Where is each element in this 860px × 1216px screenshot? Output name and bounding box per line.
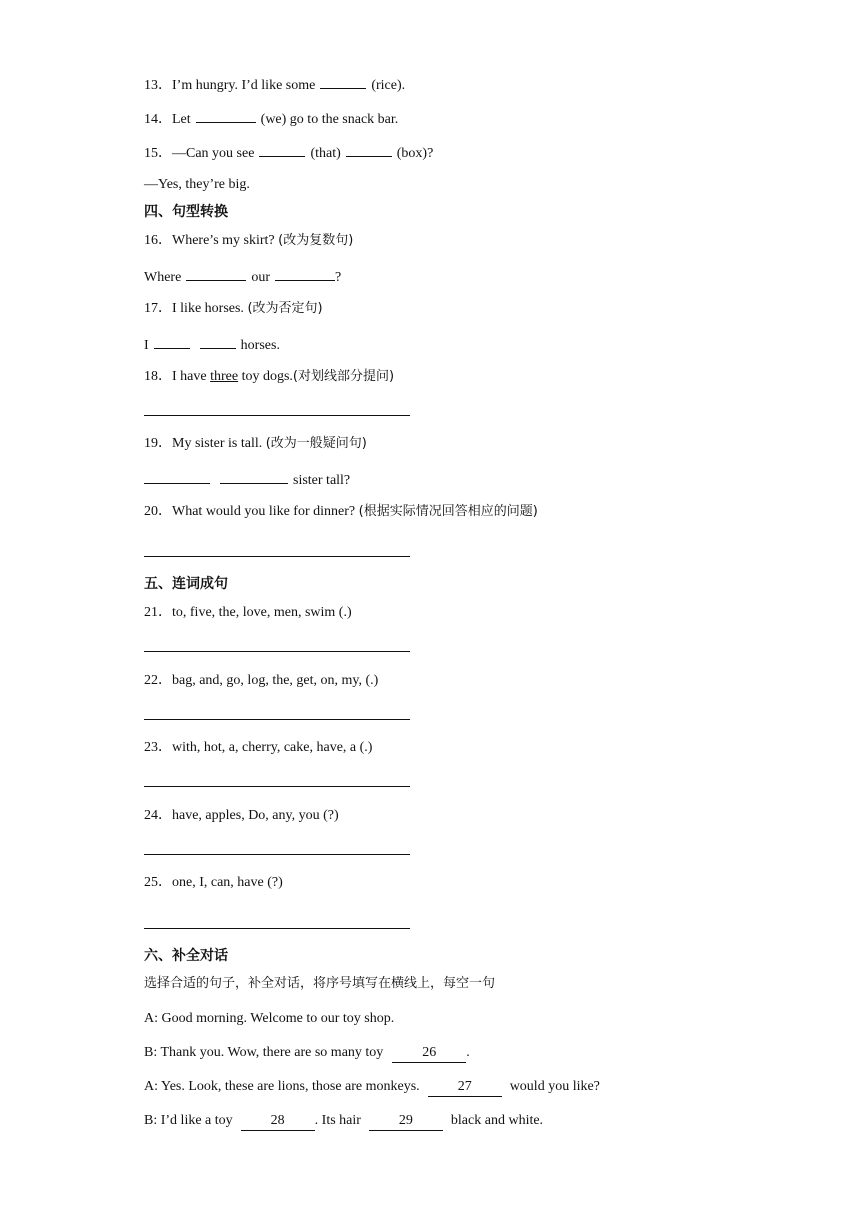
question-15-response: —Yes, they’re big.	[144, 177, 250, 192]
question-15	[144, 142, 433, 163]
answer-blank[interactable]	[346, 142, 392, 157]
question-text: I’m hungry. I’d like some	[172, 78, 316, 93]
question-text: toy dogs.	[238, 369, 293, 384]
section-title: 四、句型转换	[144, 204, 228, 220]
question-text: to, five, the, love, men, swim (.)	[172, 605, 352, 620]
question-19	[144, 435, 367, 453]
question-instruction: (改为复数句)	[278, 233, 354, 248]
dialog-line	[144, 1078, 600, 1097]
dialog-text: B: I’d like a toy	[144, 1113, 233, 1128]
question-hint: (box)?	[396, 146, 434, 161]
dialog-text: . Its hair	[314, 1113, 361, 1128]
question-text: one, I, can, have (?)	[172, 875, 283, 890]
dialog-line: A: Good morning. Welcome to our toy shop.	[144, 1011, 395, 1026]
answer-rule[interactable]	[144, 556, 410, 557]
question-13	[144, 74, 405, 95]
question-20	[144, 503, 538, 521]
answer-text: horses.	[240, 338, 280, 353]
dialog-line	[144, 1044, 470, 1063]
question-number: 22．	[144, 673, 172, 688]
question-21	[144, 604, 352, 622]
answer-blank-26[interactable]: 26	[392, 1044, 466, 1063]
answer-rule[interactable]	[144, 651, 410, 652]
section-title: 五、连词成句	[144, 576, 228, 592]
question-17	[144, 300, 323, 318]
question-number: 24．	[144, 808, 172, 823]
question-text: —Can you see	[172, 146, 255, 161]
question-24	[144, 807, 339, 825]
question-instruction: (对划线部分提问)	[292, 369, 395, 384]
answer-text: sister tall?	[293, 473, 351, 488]
question-instruction: (改为一般疑问句)	[265, 436, 367, 451]
question-number: 23．	[144, 740, 172, 755]
question-text: I like horses.	[172, 301, 248, 316]
question-text: What would you like for dinner?	[172, 504, 359, 519]
answer-rule[interactable]	[144, 719, 410, 720]
question-text: Let	[172, 112, 191, 127]
answer-rule[interactable]	[144, 928, 410, 929]
question-number: 19．	[144, 436, 172, 451]
question-number: 18．	[144, 369, 172, 384]
question-18	[144, 368, 394, 386]
answer-rule[interactable]	[144, 854, 410, 855]
question-number: 14．	[144, 112, 172, 127]
answer-blank[interactable]	[320, 74, 366, 89]
answer-text: ?	[334, 270, 342, 285]
answer-blank[interactable]	[196, 108, 256, 123]
answer-rule[interactable]	[144, 415, 410, 416]
dialog-text: would you like?	[509, 1079, 600, 1094]
question-number: 16．	[144, 233, 172, 248]
question-text: with, hot, a, cherry, cake, have, a (.)	[172, 740, 373, 755]
question-number: 17．	[144, 301, 172, 316]
question-16	[144, 232, 353, 250]
answer-blank[interactable]	[220, 469, 288, 484]
dialog-text: .	[466, 1045, 470, 1060]
question-number: 13．	[144, 78, 172, 93]
answer-blank[interactable]	[154, 334, 190, 349]
underlined-word: three	[210, 369, 239, 384]
answer-blank-29[interactable]: 29	[369, 1112, 443, 1131]
answer-text: I	[144, 338, 149, 353]
answer-line-19	[144, 469, 350, 490]
question-instruction: (根据实际情况回答相应的问题)	[358, 504, 538, 519]
answer-rule[interactable]	[144, 786, 410, 787]
question-text: My sister is tall.	[172, 436, 266, 451]
question-hint: (rice).	[371, 78, 406, 93]
dialog-text: black and white.	[450, 1113, 544, 1128]
question-number: 20．	[144, 504, 172, 519]
dialog-text: A: Yes. Look, these are lions, those are monkeys.	[144, 1079, 420, 1094]
answer-blank-27[interactable]: 27	[428, 1078, 502, 1097]
question-text: Where’s my skirt?	[172, 233, 279, 248]
answer-line-17	[144, 334, 280, 355]
question-number: 15．	[144, 146, 172, 161]
answer-text: Where	[144, 270, 182, 285]
question-instruction: (改为否定句)	[247, 301, 323, 316]
question-14	[144, 108, 398, 129]
question-text: have, apples, Do, any, you (?)	[172, 808, 339, 823]
answer-blank[interactable]	[144, 469, 210, 484]
dialog-text: B: Thank you. Wow, there are so many toy	[144, 1045, 384, 1060]
answer-text: our	[251, 270, 270, 285]
answer-blank[interactable]	[186, 266, 246, 281]
dialog-line	[144, 1112, 543, 1131]
question-22	[144, 672, 378, 690]
answer-blank[interactable]	[200, 334, 236, 349]
question-25	[144, 874, 283, 892]
answer-blank[interactable]	[259, 142, 305, 157]
answer-line-16	[144, 266, 341, 287]
section-instruction: 选择合适的句子，补全对话，将序号填写在横线上，每空一句	[144, 976, 496, 991]
question-text: bag, and, go, log, the, get, on, my, (.)	[172, 673, 379, 688]
answer-blank-28[interactable]: 28	[241, 1112, 315, 1131]
question-text: I have	[172, 369, 211, 384]
question-number: 25．	[144, 875, 172, 890]
question-number: 21．	[144, 605, 172, 620]
question-text: (we) go to the snack bar.	[260, 112, 399, 127]
question-23	[144, 739, 372, 757]
answer-blank[interactable]	[275, 266, 335, 281]
question-hint: (that)	[310, 146, 341, 161]
section-title: 六、补全对话	[144, 948, 228, 964]
